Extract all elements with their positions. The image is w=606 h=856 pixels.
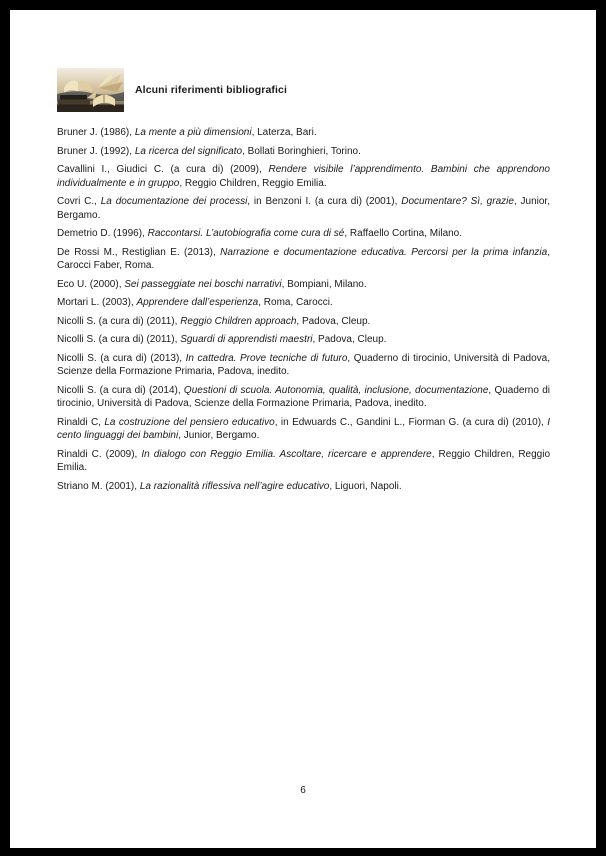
- section-header: [57, 68, 550, 112]
- reference-text: , Quaderno di tirocinio, Università di Padova, Scienze della Formazione Primaria, Padova, inedito.: [57, 352, 550, 377]
- reference-text: Bruner J. (1992),: [57, 145, 135, 157]
- work-title: Raccontarsi. L’autobiografia come cura di sé: [147, 228, 345, 239]
- work-title: In cattedra. Prove tecniche di futuro: [185, 352, 348, 364]
- reference-text: , Roma, Carocci.: [258, 297, 333, 308]
- work-title: La mente a più dimensioni: [134, 127, 252, 138]
- bibliography-entry: [57, 145, 550, 159]
- work-title: Documentare? Sì, grazie: [401, 196, 514, 207]
- bibliography-entry: [57, 278, 550, 292]
- bibliography-entry: [57, 352, 550, 379]
- bibliography-entry: [57, 333, 550, 347]
- work-title: Apprendere dall’esperienza: [136, 297, 259, 308]
- reference-text: , Bollati Boringhieri, Torino.: [242, 145, 361, 157]
- open-books-photo-icon: [57, 68, 124, 112]
- reference-text: Demetrio D. (1996),: [57, 228, 148, 239]
- bibliography-entry: [57, 246, 550, 273]
- reference-text: , Reggio Children, Reggio Emilia.: [57, 448, 551, 473]
- reference-text: , Carocci Faber, Roma.: [57, 246, 550, 271]
- reference-text: , in Edwuards C., Gandini L., Fiorman G. (a cura di) (2010),: [274, 416, 548, 428]
- work-title: La ricerca del significato: [134, 145, 243, 157]
- reference-text: , Quaderno di tirocinio, Università di Padova, Scienze della Formazione Primaria, Padova, inedito.: [57, 384, 550, 409]
- document-page: [10, 10, 596, 848]
- work-title: Sguardi di apprendisti maestri: [180, 334, 313, 345]
- work-title: Reggio Children approach: [180, 315, 297, 327]
- page-content: [10, 10, 596, 848]
- work-title: Questioni di scuola. Autonomia, qualità, inclusione, documentazione: [183, 384, 489, 396]
- reference-text: Eco U. (2000),: [57, 278, 125, 290]
- reference-text: , Padova, Cleup.: [296, 315, 371, 327]
- section-title: Alcuni riferimenti bibliografici: [135, 84, 287, 96]
- reference-text: Nicolli S. (a cura di) (2011),: [57, 315, 181, 327]
- bibliography-entry: [57, 195, 550, 222]
- reference-text: , Junior, Bergamo.: [57, 196, 550, 221]
- bibliography-entry: [57, 384, 550, 411]
- reference-text: Nicolli S. (a cura di) (2014),: [57, 384, 184, 396]
- reference-text: , Padova, Cleup.: [312, 334, 387, 345]
- work-title: In dialogo con Reggio Emilia. Ascoltare, ricercare e apprendere: [141, 448, 432, 460]
- bibliography-entry: [57, 227, 550, 241]
- reference-text: , in Benzoni I. (a cura di) (2001),: [247, 196, 402, 207]
- bibliography-entry: [57, 448, 550, 475]
- bibliography-entry: [57, 480, 550, 494]
- work-title: Rendere visibile l’apprendimento. Bambini che apprendono individualmente e in gruppo: [57, 164, 550, 189]
- reference-text: , Raffaello Cortina, Milano.: [344, 228, 463, 239]
- reference-text: Nicolli S. (a cura di) (2013),: [57, 352, 186, 364]
- reference-text: , Liguori, Napoli.: [329, 480, 402, 492]
- work-title: I cento linguaggi dei bambini: [57, 416, 550, 441]
- bibliography-list: [57, 126, 550, 493]
- work-title: Narrazione e documentazione educativa. Percorsi per la prima infanzia: [220, 246, 548, 258]
- reference-text: Covri C.,: [57, 196, 101, 207]
- reference-text: Striano M. (2001),: [57, 480, 140, 492]
- reference-text: , Bompiani, Milano.: [281, 278, 367, 290]
- reference-text: Bruner J. (1986),: [57, 127, 135, 138]
- reference-text: , Reggio Children, Reggio Emilia.: [179, 177, 327, 189]
- reference-text: , Laterza, Bari.: [251, 127, 317, 138]
- page-number: 6: [300, 785, 306, 796]
- work-title: La razionalità riflessiva nell’agire educativo: [139, 480, 330, 492]
- reference-text: Rinaldi C. (2009),: [57, 448, 142, 460]
- reference-text: Mortari L. (2003),: [57, 297, 137, 308]
- reference-text: Rinaldi C,: [57, 416, 105, 428]
- bibliography-entry: [57, 126, 550, 140]
- work-title: La costruzione del pensiero educativo: [104, 416, 275, 428]
- bibliography-entry: [57, 163, 550, 190]
- reference-text: Cavallini I., Giudici C. (a cura di) (2009),: [57, 164, 269, 175]
- reference-text: Nicolli S. (a cura di) (2011),: [57, 334, 181, 345]
- bibliography-entry: [57, 416, 550, 443]
- reference-text: , Junior, Bergamo.: [178, 430, 260, 441]
- work-title: Sei passeggiate nei boschi narrativi: [124, 278, 282, 290]
- bibliography-entry: [57, 296, 550, 310]
- work-title: La documentazione dei processi: [100, 196, 248, 207]
- bibliography-entry: [57, 315, 550, 329]
- reference-text: De Rossi M., Restiglian E. (2013),: [57, 246, 221, 258]
